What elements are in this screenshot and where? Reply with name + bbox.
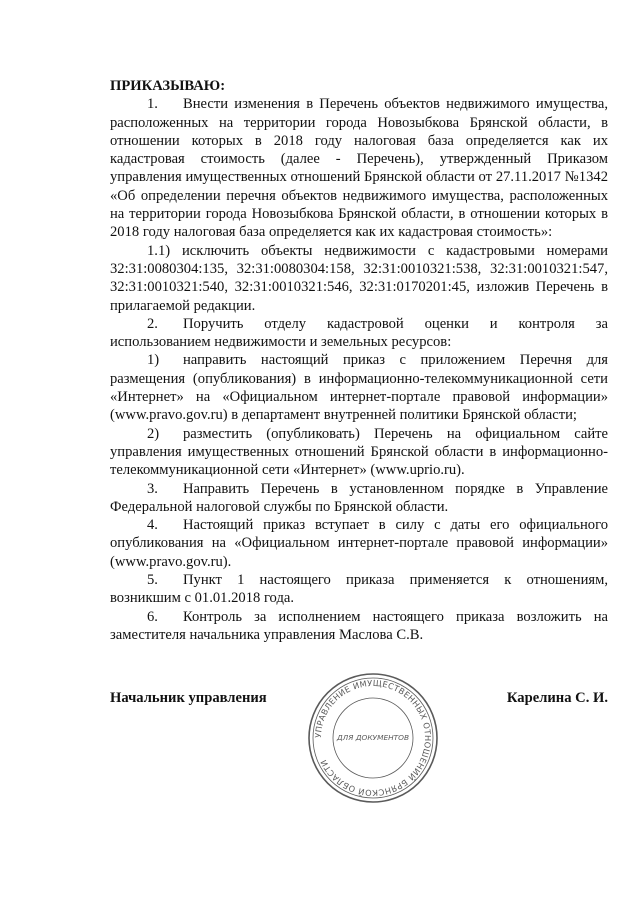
paragraph-5: [110, 571, 608, 608]
paragraph-number: 6.: [147, 608, 158, 625]
paragraph-number: 5.: [147, 572, 158, 589]
paragraph-text: направить настоящий приказ с приложением Перечня для размещения (опубликования) в информационно-телекоммуникационной сети «Интернет» на «Официальном интернет-портале правовой информации» (www.pravo.gov.ru) в департамент внутренней политики Брянской области;: [110, 352, 608, 424]
document-body: [110, 77, 608, 644]
paragraph-text: 1.1) исключить объекты недвижимости с кадастровыми номерами 32:31:0080304:135, 32:31:0080304:158, 32:31:0010321:538, 32:31:0010321:547, 32:31:0010321:540, 32:31:0010321:546, 32:31:0170201:45, изложив Перечень в прилагаемой редакции.: [110, 242, 608, 314]
paragraph-text: Поручить отделу кадастровой оценки и контроля за использованием недвижимости и земельных ресурсов:: [110, 315, 608, 351]
paragraph-4: [110, 516, 608, 571]
paragraph-number: 1): [147, 352, 160, 369]
seal-ring-text: УПРАВЛЕНИЕ ИМУЩЕСТВЕННЫХ ОТНОШЕНИЙ БРЯНСКОЙ ОБЛАСТИ: [312, 677, 434, 799]
paragraph-2: [110, 315, 608, 352]
paragraph-1-1: [110, 242, 608, 315]
signatory-position: Начальник управления: [110, 690, 267, 706]
paragraph-text: Направить Перечень в установленном порядке в Управление Федеральной налоговой службы по Брянской области.: [110, 480, 608, 515]
seal-center-text: ДЛЯ ДОКУМЕНТОВ: [336, 733, 410, 742]
signatory-name: Карелина С. И.: [506, 690, 608, 706]
paragraph-text: Внести изменения в Перечень объектов недвижимого имущества, расположенных на территории города Новозыбкова Брянской области, в отношении которых в 2018 году налоговая база определяется как их кадастровая стоимость (далее - Перечень), утвержденный Приказом управления имущественных отношений Брянской области от 27.11.2017 №1342 «Об определении перечня объектов недвижимого имущества, расположенных на территории города Новозыбкова Брянской области, в отношении которых в 2018 году налоговая база определяется как их кадастровая стоимость»:: [110, 96, 608, 241]
paragraph-number: 2.: [147, 315, 158, 332]
paragraph-1: [110, 95, 608, 241]
order-heading: ПРИКАЗЫВАЮ:: [110, 78, 226, 94]
paragraph-3: [110, 480, 608, 517]
paragraph-number: 1.: [147, 96, 158, 113]
paragraph-number: 4.: [147, 517, 158, 534]
paragraph-text: Пункт 1 настоящего приказа применяется к отношениям, возникшим с 01.01.2018 года.: [110, 572, 608, 607]
paragraph-text: Настоящий приказ вступает в силу с даты его официального опубликования на «Официальном интернет-портале правовой информации» (www.pravo.gov.ru).: [110, 517, 608, 570]
paragraph-number: 2): [147, 425, 160, 442]
paragraph-number: 3.: [147, 480, 158, 497]
paragraph-6: [110, 608, 608, 645]
subparagraph-2-1: [110, 351, 608, 424]
paragraph-text: разместить (опубликовать) Перечень на официальном сайте управления имущественных отношений Брянской области в информационно-телекоммуникационной сети «Интернет» (www.uprio.ru).: [110, 425, 608, 479]
official-seal: [305, 670, 441, 806]
paragraph-text: Контроль за исполнением настоящего приказа возложить на заместителя начальника управления Маслова С.В.: [110, 608, 608, 643]
subparagraph-2-2: [110, 425, 608, 480]
